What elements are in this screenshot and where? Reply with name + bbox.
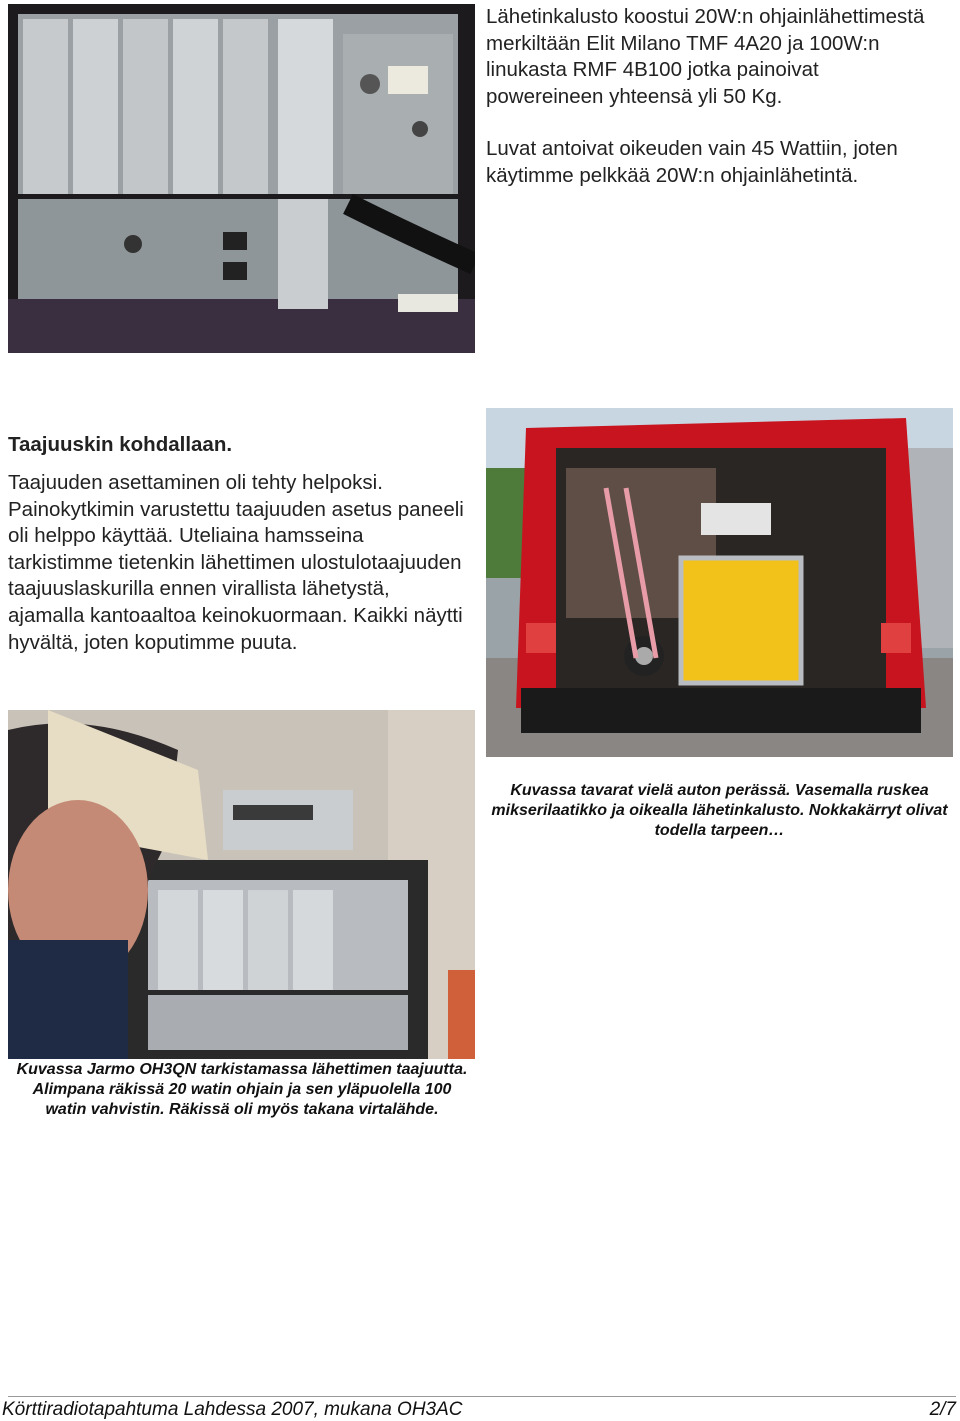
intro-text: [486, 4, 926, 190]
footer-divider: [8, 1396, 956, 1397]
page-number: 2/7: [929, 1399, 956, 1420]
section-body: Taajuuden asettaminen oli tehty helpoksi. Painokytkimin varustettu taajuuden asetus paneeli oli helppo käyttää. Uteliaina hamsseina tarkistimme tietenkin lähettimen ulostulotaajuuden taajuuslaskurilla ennen virallista lähetystä, ajamalla kantoaaltoa keinokuormaan. Kaikki näytti hyvältä, joten koputimme puuta.: [8, 471, 464, 654]
section-heading: Taajuuskin kohdallaan.: [8, 433, 233, 456]
van-photo-caption: Kuvassa tavarat vielä auton perässä. Vasemalla ruskea mikserilaatikko ja oikealla lähetinkalusto. Nokkakärryt olivat todella tarpeen…: [491, 782, 948, 839]
measuring-photo-caption: Kuvassa Jarmo OH3QN tarkistamassa lähettimen taajuutta. Alimpana räkissä 20 watin ohjain ja sen yläpuolella 100 watin vahvistin. Räkissä oli myös takana virtalähde.: [16, 1061, 468, 1118]
intro-paragraph-1: Lähetinkalusto koostui 20W:n ohjainlähettimestä merkiltään Elit Milano TMF 4A20 ja 100W:n linukasta RMF 4B100 jotka painoivat powereineen yhteensä yli 50 Kg.: [486, 5, 925, 108]
footer-title: Körttiradiotapahtuma Lahdessa 2007, mukana OH3AC: [2, 1399, 463, 1420]
van-photo: [486, 408, 953, 757]
intro-paragraph-2: Luvat antoivat oikeuden vain 45 Wattiin, joten käytimme pelkkää 20W:n ohjainlähetintä.: [486, 137, 898, 187]
measuring-photo: [8, 710, 475, 1059]
transmitter-rack-photo: [8, 4, 475, 353]
